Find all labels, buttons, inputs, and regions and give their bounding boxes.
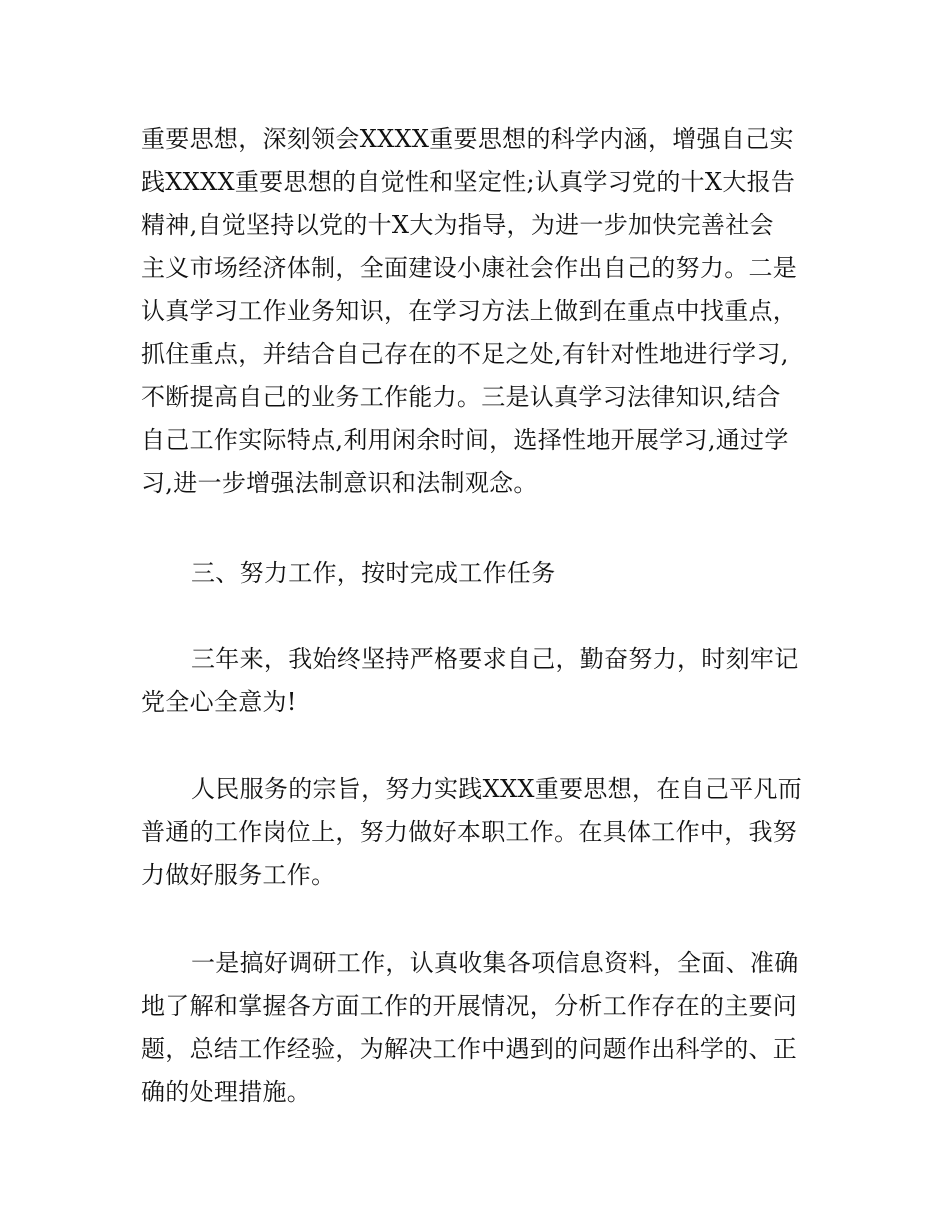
paragraph-line: 党全心全意为! [141, 688, 297, 716]
paragraph-line: 力做好服务工作。 [141, 861, 336, 889]
paragraph-line: 普通的工作岗位上，努力做好本职工作。在具体工作中，我努 [141, 818, 798, 846]
paragraph-line: 地了解和掌握各方面工作的开展情况，分析工作存在的主要问 [141, 992, 798, 1020]
paragraph-line: 主义市场经济体制，全面建设小康社会作出自己的努力。二是 [141, 254, 798, 282]
paragraph-line: 精神,自觉坚持以党的十X大为指导，为进一步加快完善社会 [141, 211, 774, 239]
section-heading: 三、努力工作，按时完成工作任务 [191, 559, 556, 587]
paragraph-line: 题，总结工作经验，为解决工作中遇到的问题作出科学的、正 [141, 1035, 798, 1063]
paragraph-line: 自己工作实际特点,利用闲余时间，选择性地开展学习,通过学 [141, 426, 789, 454]
paragraph-line: 抓住重点，并结合自己存在的不足之处,有针对性地进行学习, [141, 340, 789, 368]
paragraph-research-work [141, 942, 821, 1114]
paragraph-three-years [141, 638, 821, 724]
paragraph-line: 一是搞好调研工作，认真收集各项信息资料，全面、准确 [191, 949, 799, 977]
paragraph-line: 确的处理措施。 [141, 1078, 312, 1106]
paragraph-line: 认真学习工作业务知识，在学习方法上做到在重点中找重点， [141, 297, 798, 325]
paragraph-serve-people [141, 768, 821, 897]
paragraph-line: 践XXXX重要思想的自觉性和坚定性;认真学习党的十X大报告 [141, 168, 796, 196]
paragraph-line: 不断提高自己的业务工作能力。三是认真学习法律知识,结合 [141, 383, 781, 411]
paragraph-line: 三年来，我始终坚持严格要求自己，勤奋努力，时刻牢记 [191, 645, 799, 673]
section-heading-three [141, 552, 821, 595]
paragraph-line: 人民服务的宗旨，努力实践XXX重要思想，在自己平凡而 [191, 775, 803, 803]
paragraph-study-continuation [141, 118, 821, 505]
paragraph-line: 重要思想，深刻领会XXXX重要思想的科学内涵，增强自己实 [141, 125, 794, 153]
paragraph-line: 习,进一步增强法制意识和法制观念。 [141, 469, 538, 497]
